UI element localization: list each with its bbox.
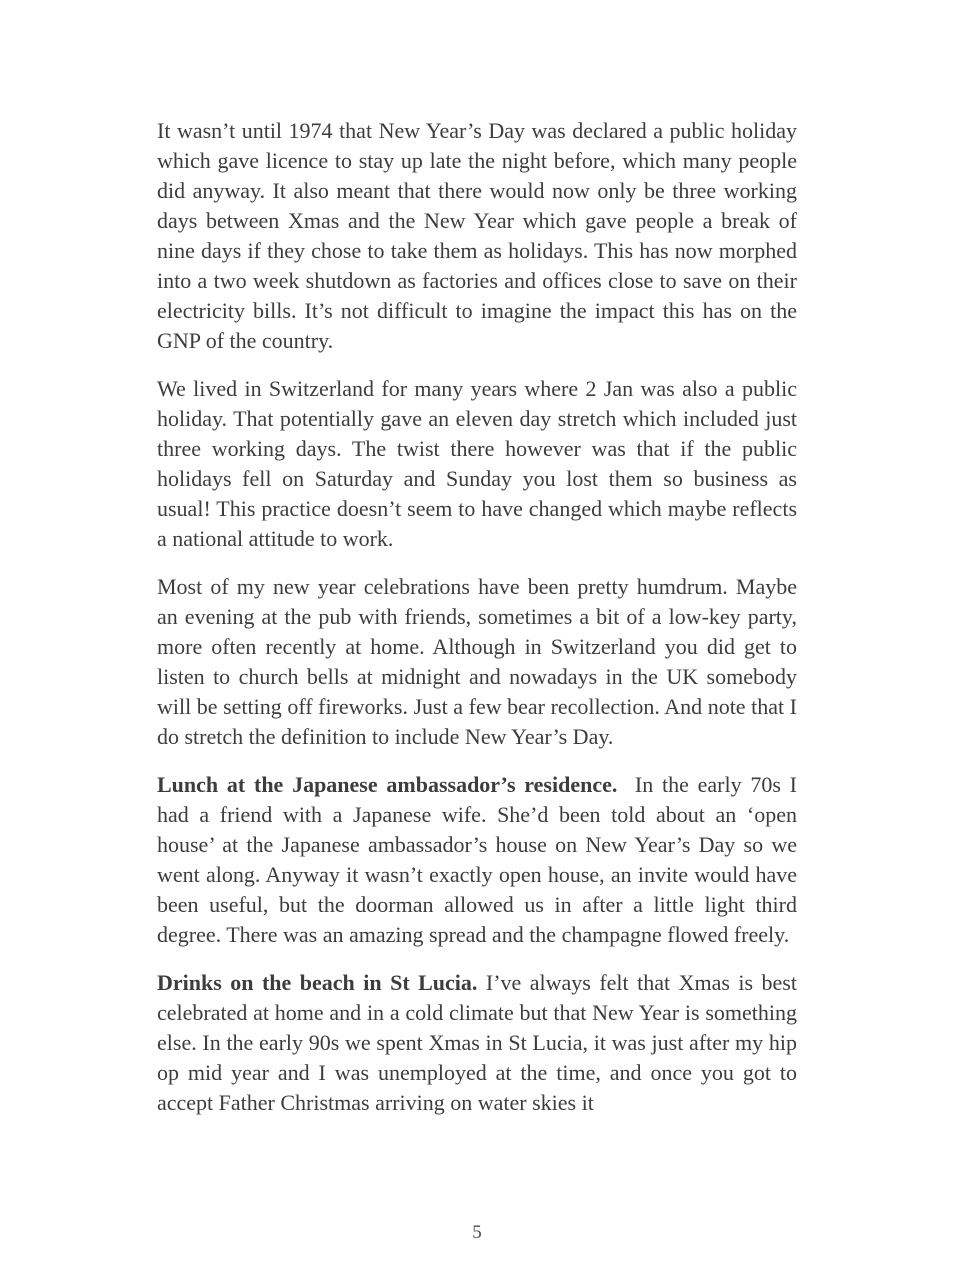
paragraph <box>157 374 797 554</box>
paragraph-body: In the early 70s I had a friend with a Japanese wife. She’d been told about an ‘open house’ at the Japanese ambassador’s house on New Year’s Day so we went along. Anyway it wasn’t exactly open house, an invite would have been useful, but the doorman allowed us in after a little light third degree. There was an amazing spread and the champagne flowed freely. <box>157 772 797 947</box>
paragraph <box>157 116 797 356</box>
paragraph-body: Most of my new year celebrations have been pretty humdrum. Maybe an evening at the pub with friends, sometimes a bit of a low-key party, more often recently at home. Although in Switzerland you did get to listen to church bells at midnight and nowadays in the UK somebody will be setting off fireworks. Just a few bear recollection. And note that I do stretch the definition to include New Year’s Day. <box>157 574 797 749</box>
paragraph-lead: Drinks on the beach in St Lucia. <box>157 970 478 995</box>
page-number: 5 <box>472 1222 482 1243</box>
paragraph <box>157 770 797 950</box>
paragraph-body: It wasn’t until 1974 that New Year’s Day was declared a public holiday which gave licence to stay up late the night before, which many people did anyway. It also meant that there would now only be three working days between Xmas and the New Year which gave people a break of nine days if they chose to take them as holidays. This has now morphed into a two week shutdown as factories and offices close to save on their electricity bills. It’s not difficult to imagine the impact this has on the GNP of the country. <box>157 118 797 353</box>
paragraph-body: We lived in Switzerland for many years where 2 Jan was also a public holiday. That potentially gave an eleven day stretch which included just three working days. The twist there however was that if the public holidays fell on Saturday and Sunday you lost them so business as usual! This practice doesn’t seem to have changed which maybe reflects a national attitude to work. <box>157 376 797 551</box>
paragraph-lead: Lunch at the Japanese ambassador’s residence. <box>157 772 618 797</box>
paragraph <box>157 968 797 1118</box>
paragraph <box>157 572 797 752</box>
paragraph-body: I’ve always felt that Xmas is best celebrated at home and in a cold climate but that New Year is something else. In the early 90s we spent Xmas in St Lucia, it was just after my hip op mid year and I was unemployed at the time, and once you got to accept Father Christmas arriving on water skies it <box>157 970 797 1115</box>
document-body <box>157 116 797 1118</box>
